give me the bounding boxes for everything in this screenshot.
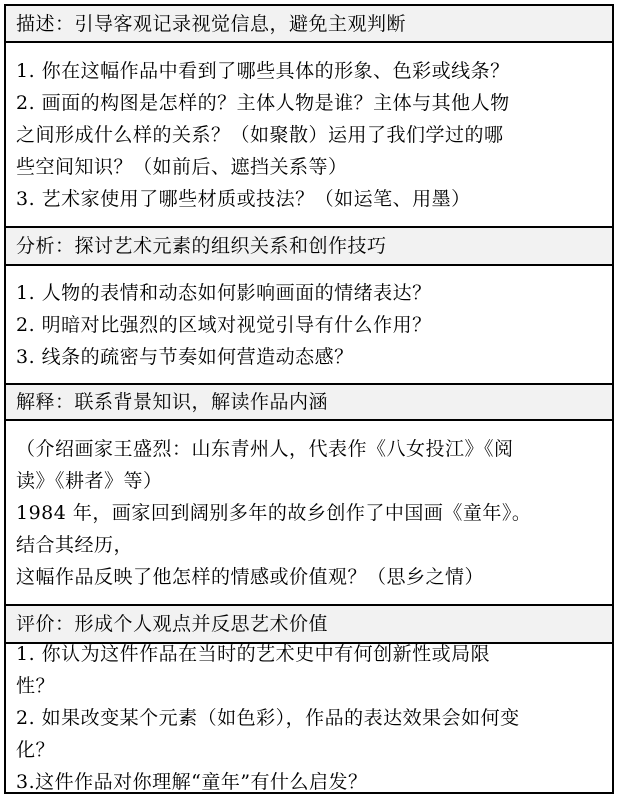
describe-questions-row xyxy=(6,43,612,228)
interpret-line-2: 读》《耕者》等） xyxy=(16,469,163,492)
evaluate-line-4: 化？ xyxy=(16,739,56,761)
evaluate-heading: 评价：形成个人观点并反思艺术价值 xyxy=(16,613,329,635)
analyze-heading-row xyxy=(6,228,612,266)
describe-heading-row xyxy=(6,6,612,43)
describe-line-1: 1. 你在这幅作品中看到了哪些具体的形象、色彩或线条？ xyxy=(16,59,510,82)
evaluate-line-1: 1. 你认为这件作品在当时的艺术史中有何创新性或局限 xyxy=(16,644,491,665)
analyze-line-2: 2. 明暗对比强烈的区域对视觉引导有什么作用？ xyxy=(16,313,432,336)
interpret-heading-row xyxy=(6,385,612,421)
analyze-heading: 分析：探讨艺术元素的组织关系和创作技巧 xyxy=(16,235,387,257)
evaluate-questions-row xyxy=(6,644,612,792)
interpret-content-row xyxy=(6,421,612,606)
interpret-line-4: 结合其经历， xyxy=(16,533,134,556)
evaluate-line-3: 2. 如果改变某个元素（如色彩），作品的表达效果会如何变 xyxy=(16,707,520,729)
worksheet-table xyxy=(4,4,614,794)
interpret-line-5: 这幅作品反映了他怎样的情感或价值观？（思乡之情） xyxy=(16,565,485,588)
describe-line-2: 2. 画面的构图是怎样的？主体人物是谁？主体与其他人物 xyxy=(16,91,510,114)
evaluate-line-2: 性？ xyxy=(16,675,56,697)
analyze-questions-row xyxy=(6,266,612,385)
interpret-line-1: （介绍画家王盛烈：山东青州人，代表作《八女投江》《阅 xyxy=(16,437,514,460)
analyze-line-1: 1. 人物的表情和动态如何影响画面的情绪表达？ xyxy=(16,281,432,304)
evaluate-line-5: 3.这件作品对你理解“童年”有什么启发？ xyxy=(16,771,368,792)
interpret-heading: 解释：联系背景知识，解读作品内涵 xyxy=(16,391,329,413)
describe-line-4: 些空间知识？（如前后、遮挡关系等） xyxy=(16,155,348,178)
describe-heading: 描述：引导客观记录视觉信息，避免主观判断 xyxy=(16,12,407,35)
describe-line-3: 之间形成什么样的关系？（如聚散）运用了我们学过的哪 xyxy=(16,123,504,146)
interpret-line-3: 1984 年，画家回到阔别多年的故乡创作了中国画《童年》。 xyxy=(16,501,532,524)
analyze-line-3: 3. 线条的疏密与节奏如何营造动态感？ xyxy=(16,345,354,368)
evaluate-heading-row xyxy=(6,606,612,644)
describe-line-5: 3. 艺术家使用了哪些材质或技法？（如运笔、用墨） xyxy=(16,187,471,210)
